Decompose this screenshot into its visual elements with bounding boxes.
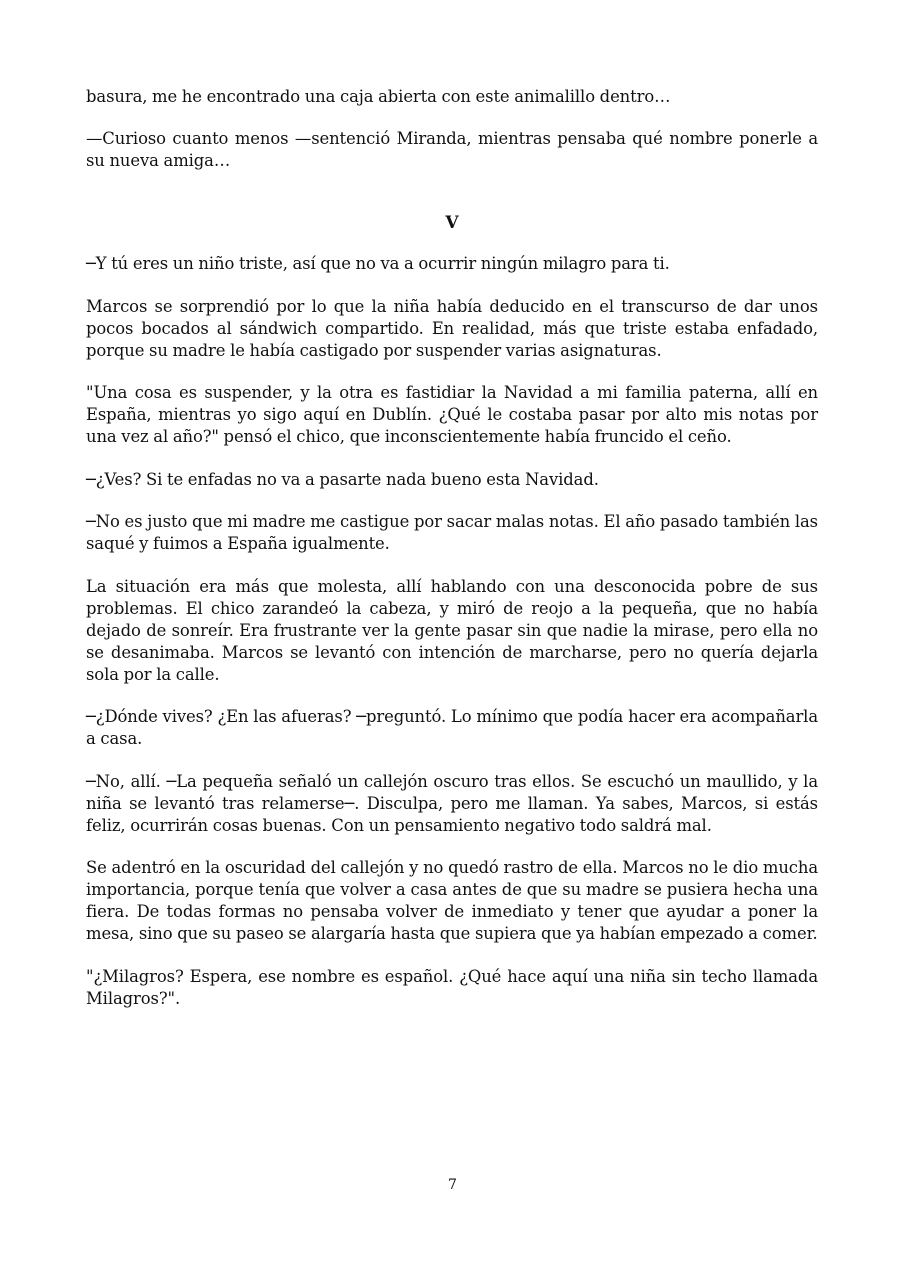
paragraph: "Una cosa es suspender, y la otra es fastidiar la Navidad a mi familia paterna, allí en España, mientras yo sigo aquí en Dublín. ¿Qué le costaba pasar por alto mis notas por una vez al año?" pensó el chico, que inconscientemente había fruncido el ceño. [86, 383, 818, 446]
page-body [86, 86, 818, 1030]
paragraph: Marcos se sorprendió por lo que la niña había deducido en el transcurso de dar unos pocos bocados al sándwich compartido. En realidad, más que triste estaba enfadado, porque su madre le había castigado por suspender varias asignaturas. [86, 296, 818, 360]
chapter-heading: V [445, 213, 459, 233]
paragraph: Se adentró en la oscuridad del callejón y no quedó rastro de ella. Marcos no le dio mucha importancia, porque tenía que volver a casa antes de que su madre se pusiera hecha una fiera. De todas formas no pensaba volver de inmediato y tener que ayudar a poner la mesa, sino que su paseo se alargaría hasta que supiera que ya habían empezado a comer. [86, 858, 818, 943]
paragraph: —Curioso cuanto menos —sentenció Miranda, mientras pensaba qué nombre ponerle a su nueva amiga… [86, 129, 818, 170]
paragraph: ─No, allí. ─La pequeña señaló un callejón oscuro tras ellos. Se escuchó un maullido, y la niña se levantó tras relamerse─. Disculpa, pero me llaman. Ya sabes, Marcos, si estás feliz, ocurrirán cosas buenas. Con un pensamiento negativo todo saldrá mal. [86, 771, 818, 835]
page-number: 7 [448, 1177, 457, 1193]
paragraph: basura, me he encontrado una caja abierta con este animalillo dentro… [86, 87, 671, 106]
paragraph: ─Y tú eres un niño triste, así que no va a ocurrir ningún milagro para ti. [86, 254, 670, 273]
paragraph: ─No es justo que mi madre me castigue por sacar malas notas. El año pasado también las saqué y fuimos a España igualmente. [86, 512, 818, 553]
paragraph: La situación era más que molesta, allí hablando con una desconocida pobre de sus problemas. El chico zarandeó la cabeza, y miró de reojo a la pequeña, que no había dejado de sonreír. Era frustrante ver la gente pasar sin que nadie la mirase, pero ella no se desanimaba. Marcos se levantó con intención de marcharse, pero no quería dejarla sola por la calle. [86, 576, 818, 684]
paragraph: ─¿Dónde vives? ¿En las afueras? ─preguntó. Lo mínimo que podía hacer era acompañarla a casa. [86, 707, 818, 748]
paragraph: ─¿Ves? Si te enfadas no va a pasarte nada bueno esta Navidad. [86, 469, 599, 489]
paragraph: "¿Milagros? Espera, ese nombre es español. ¿Qué hace aquí una niña sin techo llamada Milagros?". [86, 966, 818, 1008]
